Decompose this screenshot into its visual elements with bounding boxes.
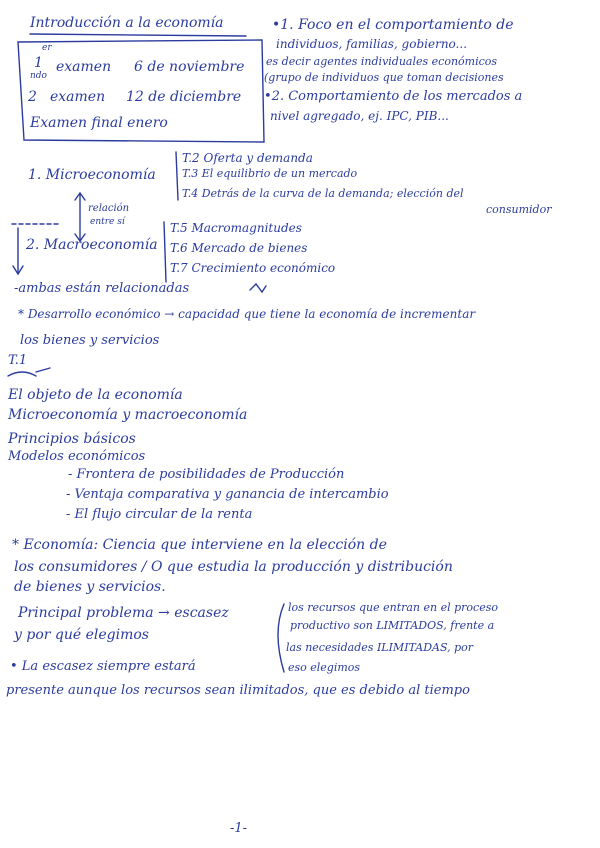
focus-item1-b: individuos, familias, gobierno... (276, 37, 468, 51)
relation-line2: entre sí (90, 217, 125, 227)
focus-item1-c: es decir agentes individuales económicos (266, 55, 498, 68)
t1-model: - El flujo circular de la renta (66, 507, 253, 522)
economy-def-line1: * Economía: Ciencia que interviene en la elección de (12, 537, 387, 553)
exam1-suffix: er (42, 43, 52, 53)
macro-topic: T.6 Mercado de bienes (170, 241, 308, 255)
t1-item: Modelos económicos (8, 449, 146, 464)
t1-brace (8, 368, 50, 376)
problem-right3: las necesidades ILIMITADAS, por (286, 641, 474, 654)
economy-def-line3: de bienes y servicios. (14, 579, 166, 595)
title-underline (30, 34, 246, 36)
t1-item: Principios básicos (8, 431, 136, 447)
micro-topic: T.3 El equilibrio de un mercado (182, 167, 358, 180)
t1-item: El objeto de la economía (8, 387, 183, 403)
problem-right2: productivo son LIMITADOS, frente a (290, 619, 495, 632)
relation-line1: relación (88, 203, 130, 214)
macro-topic: T.5 Macromagnitudes (170, 221, 302, 235)
macro-label: 2. Macroeconomía (26, 237, 158, 253)
focus-item2-b: nivel agregado, ej. IPC, PIB... (270, 109, 449, 123)
problem-left1: Principal problema → escasez (18, 605, 229, 621)
focus-item1: •1. Foco en el comportamiento de (272, 17, 514, 33)
exam2-label: examen (50, 89, 106, 105)
focus-item1-d: (grupo de individuos que toman decisiones (264, 71, 504, 84)
exam-final: Examen final enero (30, 115, 168, 131)
micro-topic: consumidor (486, 203, 552, 216)
economy-def-line2: los consumidores / O que estudia la producción y distribución (14, 559, 453, 575)
micro-bracket (176, 152, 178, 200)
macro-topic: T.7 Crecimiento económico (170, 261, 336, 275)
problem-left2: y por qué elegimos (14, 627, 149, 643)
problem-paren (278, 604, 284, 672)
problem-right4: eso elegimos (288, 661, 361, 674)
t1-item: Microeconomía y macroeconomía (8, 407, 248, 423)
micro-topic: T.2 Oferta y demanda (182, 151, 313, 165)
scarcity-line1: • La escasez siempre estará (10, 659, 196, 674)
development-line1: * Desarrollo económico → capacidad que tiene la economía de incrementar (18, 307, 476, 321)
page-title: Introducción a la economía (30, 15, 224, 31)
t1-model: - Ventaja comparativa y ganancia de intercambio (66, 487, 389, 502)
exam1-date: 6 de noviembre (134, 59, 245, 75)
focus-item2: •2. Comportamiento de los mercados a (264, 89, 523, 104)
macro-bracket (164, 222, 166, 282)
t1-model: - Frontera de posibilidades de Producción (68, 467, 345, 482)
both-related: -ambas están relacionadas (14, 281, 190, 296)
exam2-suffix: ndo (30, 71, 47, 81)
micro-topic: T.4 Detrás de la curva de la demanda; elección del (182, 187, 464, 200)
exam2-date: 12 de diciembre (126, 89, 242, 105)
exam2-number: 2 (28, 89, 37, 105)
exam1-number: 1 (34, 55, 43, 71)
problem-right1: los recursos que entran en el proceso (288, 601, 498, 614)
exam1-label: examen (56, 59, 112, 75)
scribble (250, 284, 266, 292)
page-number: -1- (230, 821, 248, 836)
micro-label: 1. Microeconomía (28, 167, 156, 183)
development-line2: los bienes y servicios (20, 333, 160, 348)
t1-header: T.1 (8, 353, 28, 368)
scarcity-line2: presente aunque los recursos sean ilimitados, que es debido al tiempo (6, 683, 470, 698)
